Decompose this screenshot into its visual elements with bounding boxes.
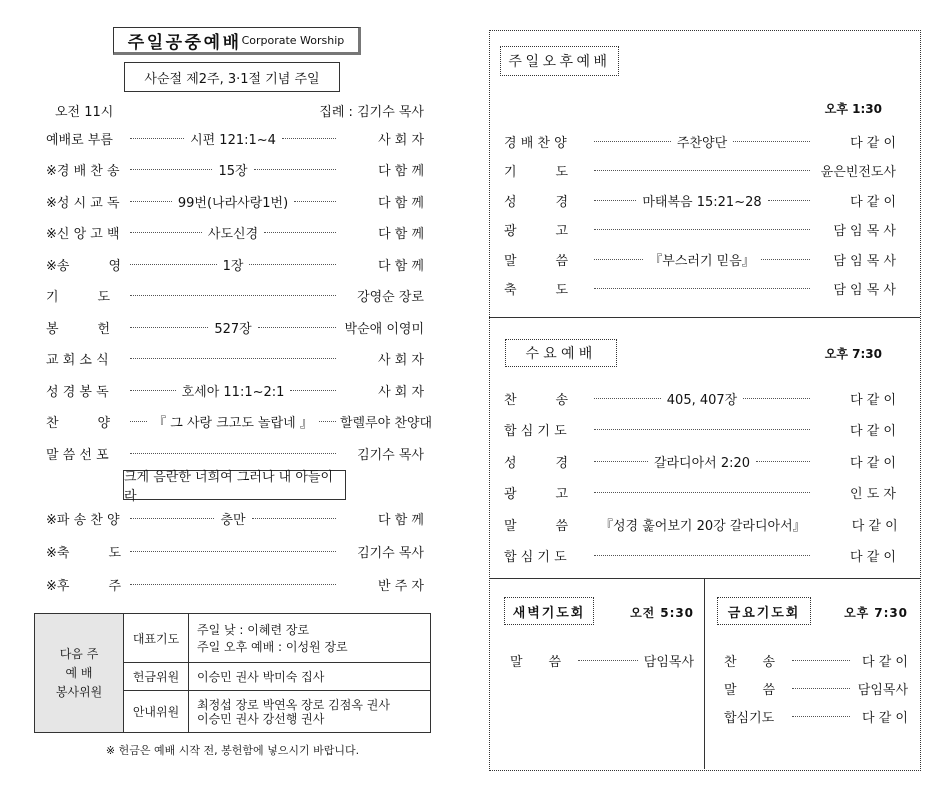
offering-note: ※ 헌금은 예배 시작 전, 봉헌함에 넣으시기 바랍니다.: [105, 744, 360, 757]
order-detail: 갈라디아서 2:20: [653, 455, 751, 471]
friday-time: 오후 7:30: [844, 606, 908, 620]
leader-dots: [130, 421, 147, 422]
order-label: 말 씀: [724, 682, 776, 698]
leader-dots: [254, 169, 336, 170]
serve-header: 다음 주 예 배 봉사위원: [35, 614, 124, 733]
leader-dots: [594, 555, 810, 556]
order-row: [46, 160, 424, 180]
leader-dots: [130, 138, 184, 139]
leader-dots: [130, 327, 208, 328]
order-leader: 다 같 이: [850, 194, 897, 210]
leader-dots: [578, 660, 638, 661]
order-row: [46, 349, 424, 369]
order-row: [46, 286, 424, 306]
leader-dots: [130, 358, 336, 359]
order-detail: 충만: [220, 512, 246, 528]
dawn-title: 새벽기도회: [512, 605, 586, 621]
subtitle: 사순절 제2주, 3·1절 기념 주일: [144, 71, 320, 87]
order-label: 경 배 찬 양: [504, 135, 567, 151]
leader-dots: [594, 229, 810, 230]
order-leader: 할렐루야 찬양대: [340, 416, 433, 431]
leader-dots: [594, 259, 643, 260]
order-detail: 15장: [218, 164, 248, 179]
order-detail: 주찬양단: [676, 135, 728, 151]
order-label: 합심기도: [724, 710, 775, 726]
leader-dots: [594, 141, 671, 142]
order-row: [46, 508, 424, 528]
order-label: 축 도: [504, 283, 569, 298]
order-row: [46, 380, 424, 400]
order-label: 찬 양: [46, 416, 111, 431]
order-leader: 윤은빈전도사: [820, 165, 896, 180]
order-detail: 99번(나라사랑1번): [177, 195, 289, 211]
order-row: [504, 190, 896, 210]
leader-dots: [594, 288, 810, 289]
order-label: 합 심 기 도: [504, 424, 567, 439]
order-leader: 다 같 이: [850, 550, 896, 565]
leader-dots: [290, 390, 336, 391]
leader-dots: [594, 200, 636, 201]
order-detail: 시편 121:1~4: [190, 132, 276, 148]
order-row: [504, 483, 896, 503]
order-label: ※신 앙 고 백: [46, 227, 120, 242]
order-row: [46, 317, 424, 337]
serve-role: 헌금위원: [124, 663, 189, 691]
order-label: 찬 송: [504, 392, 569, 408]
leader-dots: [258, 327, 336, 328]
leader-dots: [130, 390, 176, 391]
order-row: [724, 650, 908, 670]
order-row: [504, 451, 896, 471]
order-row: [504, 546, 896, 566]
serve-names: 최정섭 장로 박연옥 장로 김점옥 권사 이승민 권사 강선행 권사: [189, 691, 431, 733]
order-label: 봉 헌: [46, 321, 111, 337]
order-label: 예배로 부름: [46, 132, 113, 148]
order-leader: 다 같 이: [850, 135, 897, 151]
order-label: 교 회 소 식: [46, 353, 109, 368]
order-leader: 김기수 목사: [357, 545, 424, 561]
order-row: [46, 443, 424, 463]
afternoon-time: 오후 1:30: [824, 102, 882, 116]
leader-dots: [264, 232, 336, 233]
order-label: ※후 주: [46, 578, 122, 594]
sermon-title: 크게 음란한 너희여 그러나 내 아들이라: [124, 470, 334, 504]
order-label: ※송 영: [46, 258, 122, 274]
order-row: [510, 650, 694, 670]
page-title-en: Corporate Worship: [241, 33, 345, 47]
leader-dots: [294, 201, 336, 202]
order-detail: 『성경 훑어보기 20강 갈라디아서』: [600, 518, 806, 534]
order-row: [504, 388, 896, 408]
leader-dots: [130, 453, 336, 454]
leader-dots: [743, 398, 810, 399]
leader-dots: [733, 141, 810, 142]
leader-dots: [130, 169, 212, 170]
order-leader: 다 같 이: [850, 392, 897, 408]
order-label: 광 고: [504, 224, 569, 239]
leader-dots: [130, 518, 214, 519]
order-detail: 마태복음 15:21~28: [642, 194, 762, 210]
order-leader: 담임목사: [643, 654, 694, 670]
order-row: [504, 220, 896, 240]
order-label: 찬 송: [724, 654, 776, 670]
order-leader: 박순애 이영미: [344, 321, 424, 337]
order-leader: 다 같 이: [850, 455, 896, 471]
divider: [489, 317, 920, 318]
order-label: 말 씀: [504, 253, 569, 269]
leader-dots: [130, 584, 336, 585]
order-leader: 반 주 자: [378, 578, 424, 594]
order-row: [504, 420, 896, 440]
order-leader: 다 함 께: [378, 227, 425, 242]
order-row: [46, 191, 424, 211]
order-label: 말 씀 선 포: [46, 447, 109, 463]
wednesday-title: 수요예배: [525, 346, 597, 362]
page-title: 주일공중예배: [127, 32, 242, 53]
order-row: [504, 249, 896, 269]
serve-names: 주일 낮 : 이혜련 장로 주일 오후 예배 : 이성원 장로: [189, 614, 431, 663]
order-row: [724, 678, 908, 698]
order-detail: 『 그 사랑 크고도 놀랍네 』: [153, 416, 313, 431]
leader-dots: [130, 295, 336, 296]
leader-dots: [594, 170, 810, 171]
leader-dots: [792, 688, 850, 689]
order-leader: 다 같 이: [850, 424, 896, 439]
order-detail: 1장: [222, 258, 244, 274]
serve-role: 안내위원: [124, 691, 189, 733]
leader-dots: [252, 518, 336, 519]
leader-dots: [130, 201, 172, 202]
order-leader: 강영순 장로: [357, 290, 424, 305]
dawn-title-box: [504, 597, 594, 625]
friday-title-box: [717, 597, 811, 625]
leader-dots: [594, 429, 810, 430]
order-label: ※성 시 교 독: [46, 195, 120, 211]
dawn-time: 오전 5:30: [630, 606, 694, 620]
order-label: 광 고: [504, 487, 569, 502]
order-leader: 다 함 께: [378, 195, 424, 211]
wednesday-title-box: [505, 339, 617, 367]
order-label: 성 경: [504, 194, 569, 210]
order-leader: 인 도 자: [850, 487, 896, 502]
leader-dots: [319, 421, 336, 422]
friday-title: 금요기도회: [727, 605, 801, 621]
serve-names: 이승민 권사 박미숙 집사: [189, 663, 431, 691]
service-time: 오전 11시: [55, 105, 114, 120]
order-leader: 담 임 목 사: [833, 283, 896, 298]
leader-dots: [249, 264, 336, 265]
order-leader: 사 회 자: [378, 353, 424, 368]
order-detail: 사도신경: [207, 227, 259, 242]
order-leader: 다 같 이: [862, 710, 908, 726]
leader-dots: [594, 398, 661, 399]
main-title-box: [113, 27, 361, 55]
leader-dots: [130, 264, 217, 265]
order-leader: 다 함 께: [378, 164, 425, 179]
order-row: [46, 223, 424, 243]
order-leader: 사 회 자: [378, 384, 425, 400]
subtitle-box: [124, 62, 340, 92]
serve-role: 대표기도: [124, 614, 189, 663]
order-leader: 다 같 이: [851, 518, 898, 534]
leader-dots: [282, 138, 336, 139]
leader-dots: [792, 660, 850, 661]
wednesday-time: 오후 7:30: [824, 347, 882, 361]
leader-dots: [594, 492, 810, 493]
order-row: [504, 131, 896, 151]
order-label: ※파 송 찬 양: [46, 512, 120, 528]
order-row: [46, 128, 424, 148]
order-detail: 『부스러기 믿음』: [649, 253, 755, 269]
order-leader: 다 같 이: [862, 654, 908, 670]
order-label: 말 씀: [504, 518, 569, 534]
order-leader: 김기수 목사: [357, 447, 424, 463]
order-row: [46, 541, 424, 561]
order-label: 기 도: [46, 290, 111, 305]
leader-dots: [130, 551, 336, 552]
leader-dots: [594, 461, 648, 462]
order-row: [504, 514, 896, 534]
order-row: [504, 161, 896, 181]
order-label: 성 경 봉 독: [46, 384, 109, 400]
order-leader: 담 임 목 사: [833, 253, 897, 269]
leader-dots: [761, 259, 810, 260]
order-row: [724, 706, 908, 726]
order-leader: 다 함 께: [378, 258, 424, 274]
presider: 집례 : 김기수 목사: [319, 105, 424, 120]
leader-dots: [792, 716, 850, 717]
order-leader: 사 회 자: [378, 132, 425, 148]
order-detail: 405, 407장: [666, 392, 738, 408]
afternoon-title-box: [500, 46, 619, 76]
order-label: 기 도: [504, 165, 569, 180]
divider: [704, 578, 705, 769]
order-label: 합 심 기 도: [504, 550, 567, 565]
order-leader: 담 임 목 사: [833, 224, 896, 239]
serve-table: [34, 613, 431, 733]
order-row: [504, 279, 896, 299]
leader-dots: [130, 232, 202, 233]
order-row: [46, 412, 433, 432]
order-detail: 527장: [214, 321, 252, 337]
order-row: [46, 574, 424, 594]
order-leader: 다 함 께: [378, 512, 424, 528]
order-label: 성 경: [504, 455, 569, 471]
order-row: [46, 254, 424, 274]
order-leader: 담임목사: [857, 682, 908, 698]
leader-dots: [768, 200, 810, 201]
order-label: ※축 도: [46, 545, 122, 561]
leader-dots: [756, 461, 810, 462]
sermon-title-box: [123, 470, 346, 504]
afternoon-title: 주일오후예배: [508, 54, 611, 70]
order-detail: 호세아 11:1~2:1: [181, 384, 285, 400]
order-label: 말 씀: [510, 654, 562, 670]
order-label: ※경 배 찬 송: [46, 164, 120, 179]
